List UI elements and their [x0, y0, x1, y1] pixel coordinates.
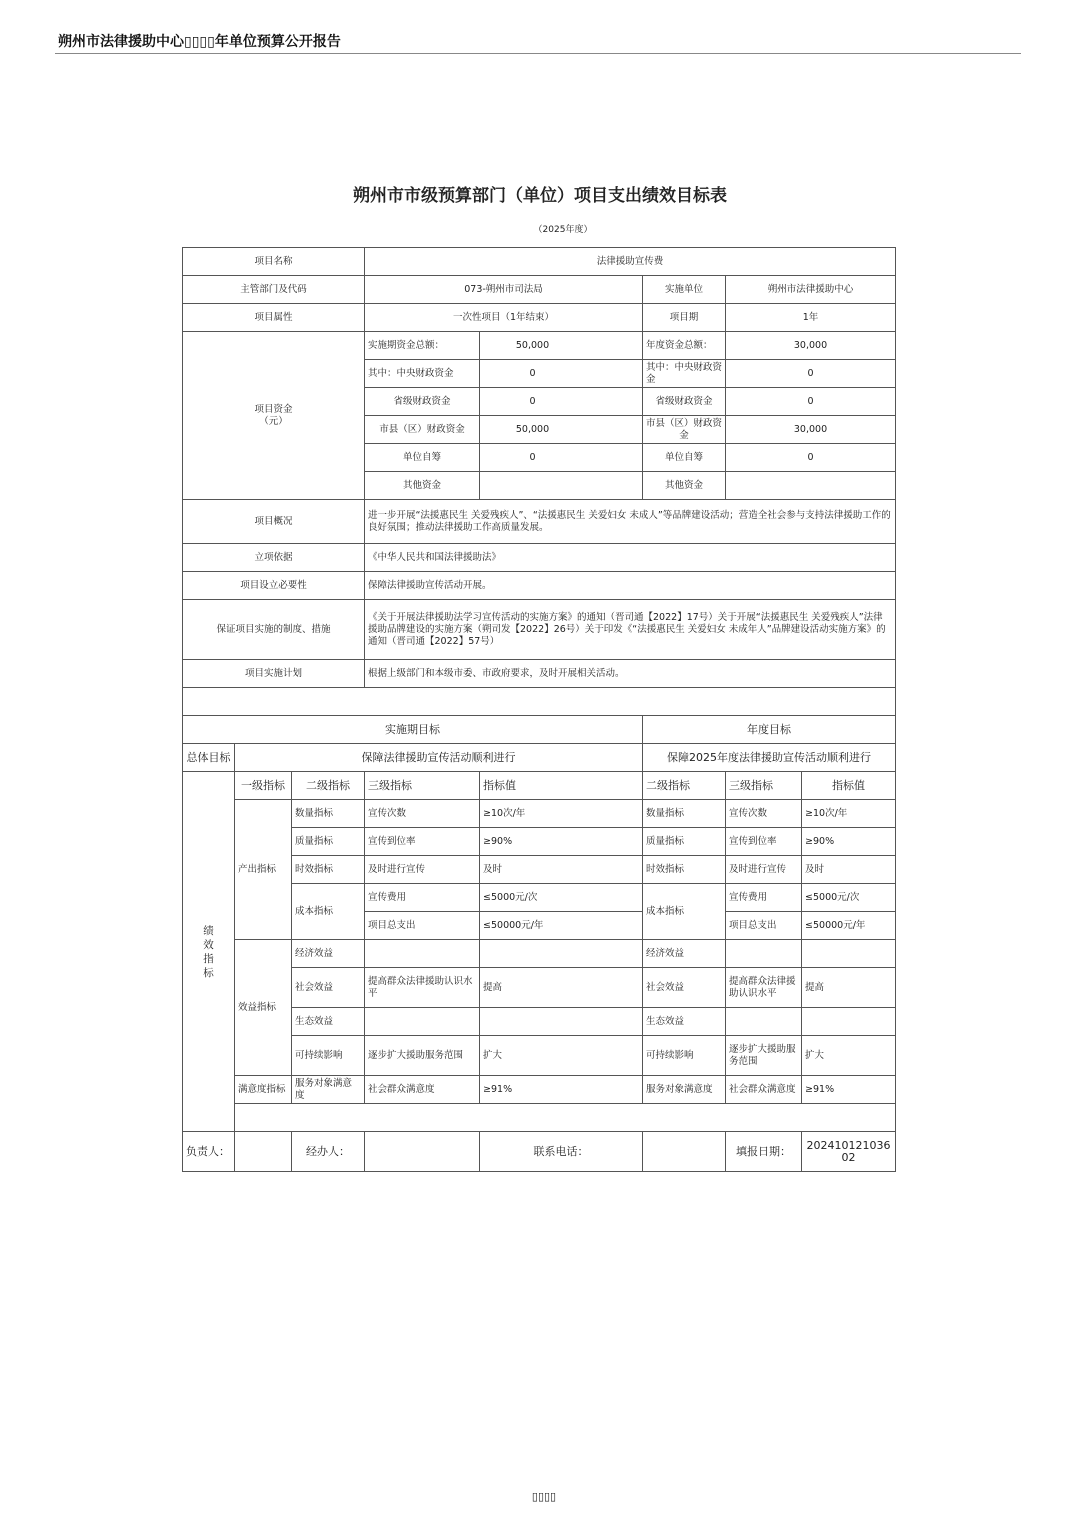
plan-label: 项目实施计划 [183, 660, 365, 688]
annual-indicator-l3: 宣传费用 [726, 884, 802, 912]
level3-header: 三级指标 [726, 772, 802, 800]
indicator-value: ≤50000元/年 [480, 912, 643, 940]
annual-indicator-l2: 时效指标 [643, 856, 726, 884]
indicator-value-header: 指标值 [480, 772, 643, 800]
annual-indicator-l3: 项目总支出 [726, 912, 802, 940]
phone-label: 联系电话： [480, 1132, 643, 1172]
indicator-value: 提高 [480, 968, 643, 1008]
funds-value: 0 [480, 360, 643, 388]
annual-indicator-l3: 及时进行宣传 [726, 856, 802, 884]
indicator-value [480, 1008, 643, 1036]
perf-indicators-label: 绩 效 指 标 [183, 772, 235, 1132]
indicator-l2: 可持续影响 [292, 1036, 365, 1076]
level1-header: 一级指标 [235, 772, 292, 800]
indicator-l3: 提高群众法律援助认识水平 [365, 968, 480, 1008]
annual-indicator-l3: 社会群众满意度 [726, 1076, 802, 1104]
indicator-l3: 宣传费用 [365, 884, 480, 912]
project-period-value: 1年 [726, 304, 896, 332]
level3-header: 三级指标 [365, 772, 480, 800]
funds-value: 50,000 [480, 416, 643, 444]
overall-target-label: 总体目标 [183, 744, 235, 772]
funds-label: 其他资金 [365, 472, 480, 500]
annual-indicator-l3 [726, 940, 802, 968]
annual-indicator-l3 [726, 1008, 802, 1036]
impl-unit-label: 实施单位 [643, 276, 726, 304]
indicator-value [480, 940, 643, 968]
funds-label-text: 项目资金 [254, 403, 293, 415]
project-period-label: 项目期 [643, 304, 726, 332]
indicator-l3: 宣传到位率 [365, 828, 480, 856]
indicator-value: 扩大 [480, 1036, 643, 1076]
project-attr-value: 一次性项目（1年结束） [365, 304, 643, 332]
annual-indicator-l3: 逐步扩大援助服务范围 [726, 1036, 802, 1076]
annual-indicator-value: ≤5000元/次 [802, 884, 896, 912]
necessity-value: 保障法律援助宣传活动开展。 [365, 572, 896, 600]
indicator-l3 [365, 1008, 480, 1036]
dept-code-value: 073-朔州市司法局 [365, 276, 643, 304]
funds-value: 50,000 [480, 332, 643, 360]
impl-unit-value: 朔州市法律援助中心 [726, 276, 896, 304]
output-indicators-label: 产出指标 [235, 800, 292, 940]
funds-label: 其中：中央财政资金 [365, 360, 480, 388]
annual-indicator-l3: 提高群众法律援助认识水平 [726, 968, 802, 1008]
indicator-l2: 质量指标 [292, 828, 365, 856]
measures-label: 保证项目实施的制度、措施 [183, 600, 365, 660]
fiscal-year: （2025年度） [533, 225, 593, 235]
annual-indicator-value [802, 1008, 896, 1036]
annual-indicator-l2: 数量指标 [643, 800, 726, 828]
indicator-l2: 服务对象满意度 [292, 1076, 365, 1104]
funds-unit-text: （元） [259, 415, 288, 427]
project-funds-label [183, 332, 365, 500]
level2-header: 二级指标 [643, 772, 726, 800]
funds-value [480, 472, 643, 500]
funds-value: 0 [480, 444, 643, 472]
indicator-value: 及时 [480, 856, 643, 884]
annual-indicator-value: ≥91% [802, 1076, 896, 1104]
indicator-l3: 项目总支出 [365, 912, 480, 940]
annual-indicator-l2: 生态效益 [643, 1008, 726, 1036]
funds-value: 30,000 [726, 416, 896, 444]
project-attr-label: 项目属性 [183, 304, 365, 332]
satisfaction-indicators-label: 满意度指标 [235, 1076, 292, 1104]
funds-label: 省级财政资金 [365, 388, 480, 416]
indicator-value: ≥91% [480, 1076, 643, 1104]
indicator-value: ≤5000元/次 [480, 884, 643, 912]
funds-value: 30,000 [726, 332, 896, 360]
indicator-value: ≥10次/年 [480, 800, 643, 828]
report-header: 朔州市法律援助中心▯▯▯▯年单位预算公开报告 [58, 34, 341, 50]
phone-value [643, 1132, 726, 1172]
indicator-l2: 时效指标 [292, 856, 365, 884]
impl-target-header: 实施期目标 [183, 716, 643, 744]
annual-indicator-l2: 质量指标 [643, 828, 726, 856]
annual-indicator-value [802, 940, 896, 968]
funds-value: 0 [726, 444, 896, 472]
annual-indicator-value: ≥10次/年 [802, 800, 896, 828]
indicator-l2: 生态效益 [292, 1008, 365, 1036]
annual-indicator-l2: 可持续影响 [643, 1036, 726, 1076]
annual-indicator-value: ≤50000元/年 [802, 912, 896, 940]
performance-target-table [182, 247, 896, 1172]
annual-indicator-l3: 宣传次数 [726, 800, 802, 828]
header-divider [55, 53, 1021, 54]
indicator-l3: 逐步扩大援助服务范围 [365, 1036, 480, 1076]
annual-indicator-value: 及时 [802, 856, 896, 884]
indicator-l3: 宣传次数 [365, 800, 480, 828]
indicator-l3 [365, 940, 480, 968]
indicator-value-header: 指标值 [802, 772, 896, 800]
handler-value [365, 1132, 480, 1172]
page-title: 朔州市市级预算部门（单位）项目支出绩效目标表 [353, 186, 727, 206]
overall-annual-value: 保障2025年度法律援助宣传活动顺利进行 [643, 744, 896, 772]
blank-row [235, 1104, 896, 1132]
funds-label: 年度资金总额： [643, 332, 726, 360]
funds-label: 单位自筹 [643, 444, 726, 472]
benefit-indicators-label: 效益指标 [235, 940, 292, 1076]
annual-indicator-l2: 经济效益 [643, 940, 726, 968]
necessity-label: 项目设立必要性 [183, 572, 365, 600]
annual-indicator-value: 提高 [802, 968, 896, 1008]
project-name-value: 法律援助宣传费 [365, 248, 896, 276]
funds-label: 其他资金 [643, 472, 726, 500]
funds-value: 0 [726, 388, 896, 416]
annual-indicator-value: ≥90% [802, 828, 896, 856]
overview-label: 项目概况 [183, 500, 365, 544]
annual-target-header: 年度目标 [643, 716, 896, 744]
annual-indicator-l2: 成本指标 [643, 884, 726, 940]
funds-label: 其中：中央财政资金 [643, 360, 726, 388]
handler-label: 经办人： [292, 1132, 365, 1172]
fill-date-value: 20241012103602 [802, 1132, 896, 1172]
funds-label: 省级财政资金 [643, 388, 726, 416]
indicator-l3: 及时进行宣传 [365, 856, 480, 884]
indicator-value: ≥90% [480, 828, 643, 856]
funds-label: 实施期资金总额： [365, 332, 480, 360]
indicator-l2: 经济效益 [292, 940, 365, 968]
funds-value: 0 [480, 388, 643, 416]
overview-value: 进一步开展“法援惠民生 关爱残疾人”、“法援惠民生 关爱妇女 未成人”等品牌建设活动；营造全社会参与支持法律援助工作的良好氛围；推动法律援助工作高质量发展。 [365, 500, 896, 544]
page-number: ▯▯▯▯ [531, 1490, 557, 1503]
funds-label: 单位自筹 [365, 444, 480, 472]
dept-code-label: 主管部门及代码 [183, 276, 365, 304]
responsible-value [235, 1132, 292, 1172]
funds-label: 市县（区）财政资金 [643, 416, 726, 444]
plan-value: 根据上级部门和本级市委、市政府要求，及时开展相关活动。 [365, 660, 896, 688]
overall-impl-value: 保障法律援助宣传活动顺利进行 [235, 744, 643, 772]
funds-value: 0 [726, 360, 896, 388]
measures-value: 《关于开展法律援助法学习宣传活动的实施方案》的通知（晋司通【2022】17号）关于开展“法援惠民生 关爱残疾人”法律援助品牌建设的实施方案（朔司发【2022】26号）关于印发《“法援惠民生 关爱妇女 未成年人”品牌建设活动实施方案》的通知（晋司通【2022】57号） [365, 600, 896, 660]
basis-value: 《中华人民共和国法律援助法》 [365, 544, 896, 572]
indicator-l2: 成本指标 [292, 884, 365, 940]
annual-indicator-value: 扩大 [802, 1036, 896, 1076]
annual-indicator-l2: 社会效益 [643, 968, 726, 1008]
annual-indicator-l2: 服务对象满意度 [643, 1076, 726, 1104]
indicator-l3: 社会群众满意度 [365, 1076, 480, 1104]
project-name-label: 项目名称 [183, 248, 365, 276]
blank-row [183, 688, 896, 716]
indicator-l2: 社会效益 [292, 968, 365, 1008]
responsible-label: 负责人： [183, 1132, 235, 1172]
funds-label: 市县（区）财政资金 [365, 416, 480, 444]
fill-date-label: 填报日期： [726, 1132, 802, 1172]
annual-indicator-l3: 宣传到位率 [726, 828, 802, 856]
level2-header: 二级指标 [292, 772, 365, 800]
basis-label: 立项依据 [183, 544, 365, 572]
funds-value [726, 472, 896, 500]
indicator-l2: 数量指标 [292, 800, 365, 828]
